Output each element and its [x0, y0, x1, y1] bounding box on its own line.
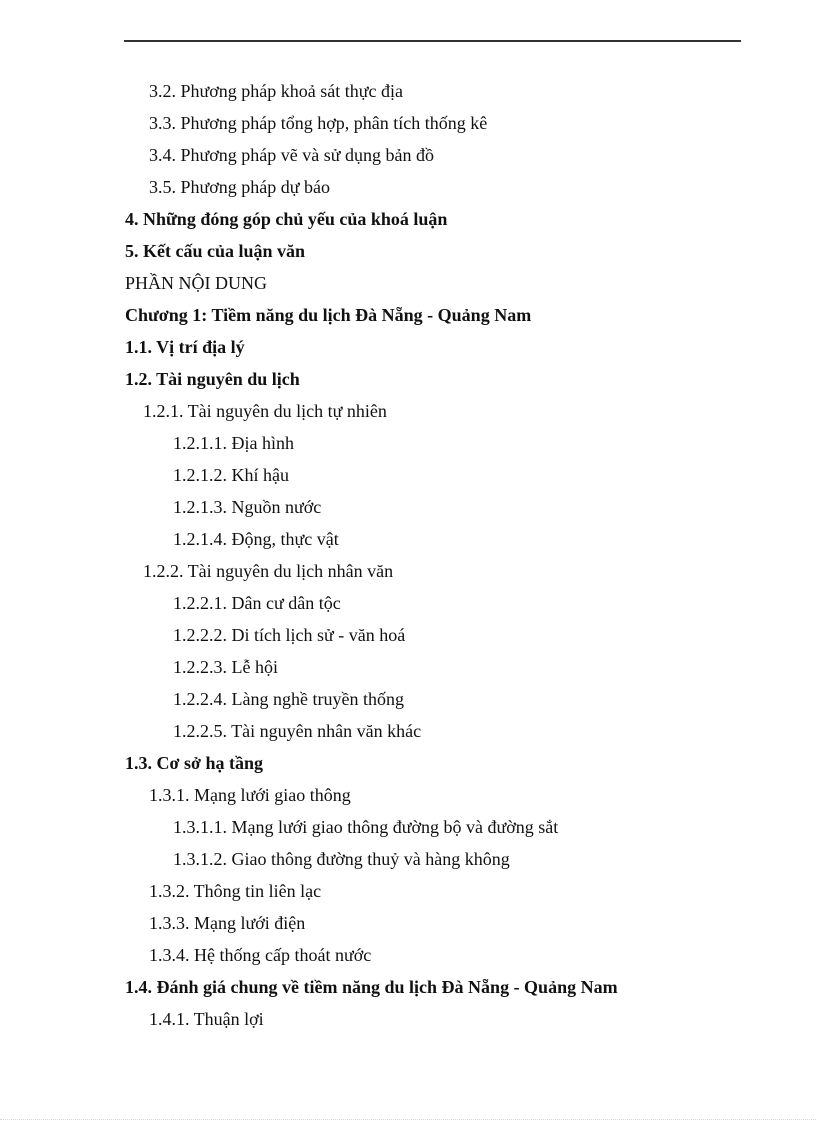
toc-entry: 1.3.2. Thông tin liên lạc [149, 881, 322, 901]
toc-entry: 1.2.2. Tài nguyên du lịch nhân văn [143, 561, 394, 581]
toc-entry: 1.2.1.1. Địa hình [173, 433, 294, 453]
toc-entry: 1.2.2.3. Lễ hội [173, 657, 278, 677]
toc-entry: 1.2. Tài nguyên du lịch [125, 369, 300, 389]
toc-entry: 3.4. Phương pháp vẽ và sử dụng bản đồ [149, 145, 435, 165]
toc-entry: 1.3.4. Hệ thống cấp thoát nước [149, 945, 372, 965]
toc-entry: 3.5. Phương pháp dự báo [149, 177, 331, 197]
toc-entry: 1.3. Cơ sở hạ tầng [125, 753, 263, 773]
toc-entry: 1.2.2.2. Di tích lịch sử - văn hoá [173, 625, 406, 645]
toc-entry: 1.3.1.2. Giao thông đường thuỷ và hàng không [173, 849, 510, 869]
toc-entry: 1.2.2.5. Tài nguyên nhân văn khác [173, 721, 422, 741]
toc-entry: 1.3.1. Mạng lưới giao thông [149, 785, 351, 805]
toc-entry: 1.1. Vị trí địa lý [125, 337, 245, 357]
toc-entry: 1.2.1. Tài nguyên du lịch tự nhiên [143, 401, 387, 421]
toc-entry: 1.2.2.1. Dân cư dân tộc [173, 593, 341, 613]
toc-entry: 4. Những đóng góp chủ yếu của khoá luận [125, 209, 448, 229]
toc-entry: 1.2.1.4. Động, thực vật [173, 529, 339, 549]
toc-entry: 1.2.2.4. Làng nghề truyền thống [173, 689, 404, 709]
toc-entry: 1.3.1.1. Mạng lưới giao thông đường bộ và đường sắt [173, 817, 559, 837]
toc-entry: Chương 1: Tiềm năng du lịch Đà Nẵng - Quảng Nam [125, 305, 532, 325]
toc-entry: 1.2.1.3. Nguồn nước [173, 497, 322, 517]
toc-entry: 1.4. Đánh giá chung về tiềm năng du lịch Đà Nẵng - Quảng Nam [125, 977, 618, 997]
toc-entry: 1.2.1.2. Khí hậu [173, 465, 289, 485]
header-rule [124, 40, 741, 42]
toc-entry: 1.3.3. Mạng lưới điện [149, 913, 306, 933]
toc-entry: 3.3. Phương pháp tổng hợp, phân tích thống kê [149, 113, 488, 133]
toc-entry: 5. Kết cấu của luận văn [125, 241, 306, 261]
toc-entry: 1.4.1. Thuận lợi [149, 1009, 264, 1029]
toc-entry: PHẦN NỘI DUNG [125, 273, 267, 293]
page-edge [0, 1119, 816, 1120]
toc-entry: 3.2. Phương pháp khoả sát thực địa [149, 81, 403, 101]
